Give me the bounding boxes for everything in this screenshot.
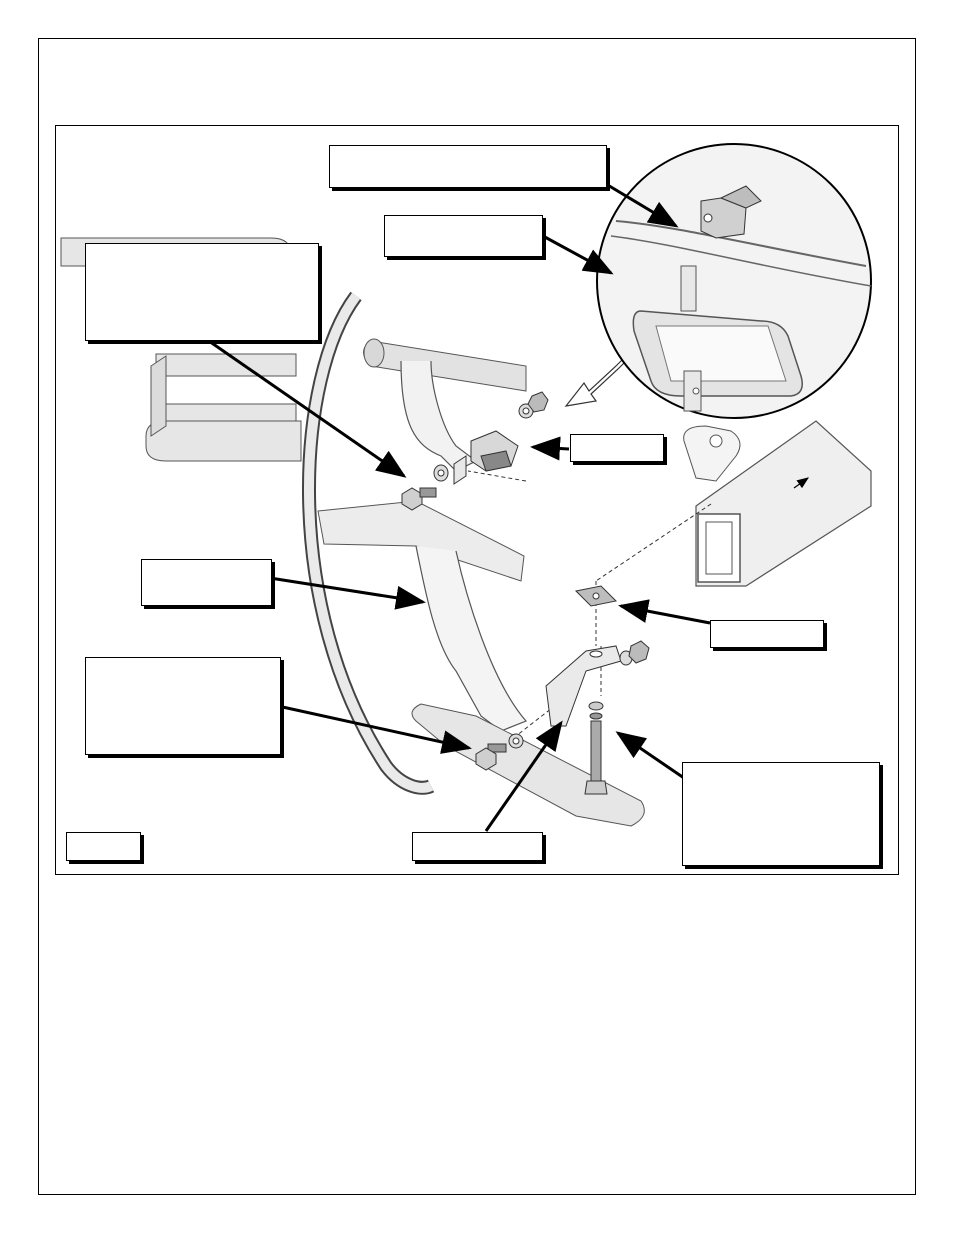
callout-mid-upper [384,215,543,257]
callout-left-mid [141,559,272,606]
callout-small-right [570,434,664,462]
callout-bottom-mid [412,832,543,861]
figure-tag [66,832,141,861]
callout-right-lower [682,762,880,866]
callout-right-mid [710,620,824,648]
callout-left-lower [85,657,281,755]
callout-left-upper [85,243,319,341]
callout-top-wide [329,145,607,188]
installation-figure [55,125,899,875]
